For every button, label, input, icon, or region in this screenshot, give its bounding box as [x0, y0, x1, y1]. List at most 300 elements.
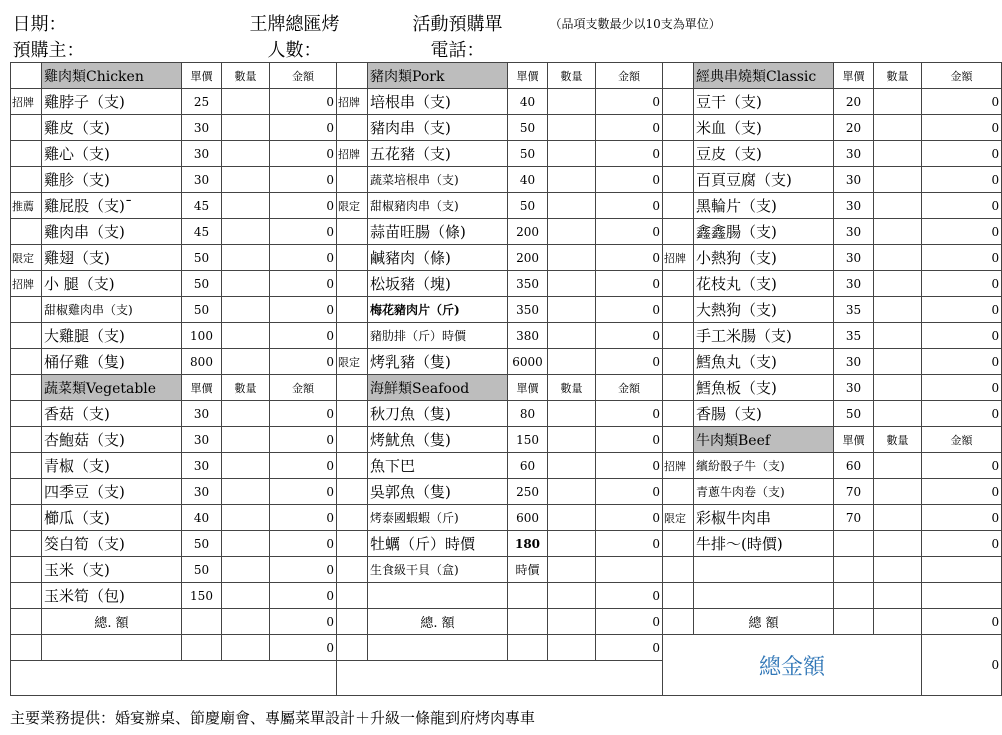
item-name: [694, 557, 834, 583]
item-price: 30: [182, 427, 222, 453]
item-amount: 0: [270, 531, 337, 557]
table-row: [11, 479, 1002, 505]
item-name: 小 腿（支): [42, 271, 182, 297]
table-row: [11, 89, 1002, 115]
tag-cell: [663, 609, 694, 635]
qty-input[interactable]: [222, 557, 270, 583]
item-name: 大熱狗（支): [694, 297, 834, 323]
qty-input[interactable]: [548, 583, 596, 609]
item-price: 600: [508, 505, 548, 531]
qty-input[interactable]: [874, 505, 922, 531]
item-tag: [663, 479, 694, 505]
date-label: 日期：: [12, 14, 67, 35]
col-qty: 數量: [874, 427, 922, 453]
qty-input[interactable]: [222, 401, 270, 427]
item-amount: 0: [922, 375, 1002, 401]
qty-input[interactable]: [548, 141, 596, 167]
item-tag: [11, 297, 42, 323]
item-amount: 0: [922, 89, 1002, 115]
item-price: 35: [834, 323, 874, 349]
qty-input[interactable]: [874, 375, 922, 401]
item-tag: [663, 193, 694, 219]
item-tag: 招牌: [11, 271, 42, 297]
item-price: 40: [182, 505, 222, 531]
totals-row-2: [11, 635, 1002, 661]
item-name: 香菇（支): [42, 401, 182, 427]
qty-input[interactable]: [222, 349, 270, 375]
grand-total-label: 總金額: [663, 635, 922, 696]
item-tag: 招牌: [663, 453, 694, 479]
item-tag: [11, 453, 42, 479]
item-name: 梅花豬肉片（斤): [368, 297, 508, 323]
item-amount: 0: [270, 115, 337, 141]
item-tag: [337, 531, 368, 557]
item-price: 200: [508, 245, 548, 271]
qty-input[interactable]: [874, 349, 922, 375]
grand-total-value: 0: [922, 635, 1002, 696]
people-label: 人數：: [267, 40, 322, 61]
item-amount: 0: [270, 323, 337, 349]
blank-cell: [368, 635, 508, 661]
qty-input[interactable]: [874, 557, 922, 583]
item-name: 烤泰國蝦蝦（斤): [368, 505, 508, 531]
item-price: 50: [182, 297, 222, 323]
qty-input[interactable]: [222, 167, 270, 193]
qty-input[interactable]: [874, 583, 922, 609]
table-row: [11, 505, 1002, 531]
item-name: 五花豬（支): [368, 141, 508, 167]
item-name: 吳郭魚（隻): [368, 479, 508, 505]
item-tag: [663, 297, 694, 323]
item-name: 青椒（支): [42, 453, 182, 479]
item-tag: [337, 479, 368, 505]
item-tag: [337, 427, 368, 453]
subtotal-label: 總. 額: [42, 609, 182, 635]
item-amount: 0: [922, 193, 1002, 219]
item-amount: [922, 557, 1002, 583]
item-tag: [337, 245, 368, 271]
item-amount: 0: [270, 219, 337, 245]
item-name: 雞皮（支): [42, 115, 182, 141]
item-name: 百頁豆腐（支): [694, 167, 834, 193]
item-price: 30: [834, 193, 874, 219]
qty-input[interactable]: [548, 167, 596, 193]
item-amount: 0: [922, 505, 1002, 531]
item-tag: 招牌: [337, 141, 368, 167]
col-qty: 數量: [548, 63, 596, 89]
item-price: 50: [508, 141, 548, 167]
item-amount: 0: [596, 427, 663, 453]
section-header-row: [11, 63, 1002, 89]
col-price: 單價: [834, 427, 874, 453]
qty-input[interactable]: [548, 427, 596, 453]
item-name: 米血（支): [694, 115, 834, 141]
qty-input[interactable]: [222, 89, 270, 115]
item-amount: 0: [922, 349, 1002, 375]
section-seafood: 海鮮類Seafood: [368, 375, 508, 401]
item-tag: [11, 531, 42, 557]
item-amount: 0: [596, 453, 663, 479]
item-name: 秋刀魚（隻): [368, 401, 508, 427]
item-amount: 0: [922, 271, 1002, 297]
item-name: 甜椒豬肉串（支): [368, 193, 508, 219]
qty-input[interactable]: [874, 115, 922, 141]
col-amount: 金額: [270, 63, 337, 89]
qty-input[interactable]: [874, 141, 922, 167]
item-tag: [663, 219, 694, 245]
item-name: 鑫鑫腸（支): [694, 219, 834, 245]
blank-cell: [182, 609, 222, 635]
buyer-label: 預購主：: [12, 40, 85, 61]
item-tag: [663, 115, 694, 141]
qty-input[interactable]: [222, 427, 270, 453]
item-amount: 0: [922, 219, 1002, 245]
item-name: 筊白筍（支): [42, 531, 182, 557]
item-price: 25: [182, 89, 222, 115]
table-row: [11, 297, 1002, 323]
col-amount: 金額: [922, 63, 1002, 89]
item-price: 60: [508, 453, 548, 479]
qty-input[interactable]: [222, 531, 270, 557]
table-row: [11, 323, 1002, 349]
item-amount: 0: [922, 401, 1002, 427]
item-name: 雞胗（支): [42, 167, 182, 193]
order-note: （品項支數最少以10支為單位）: [549, 16, 721, 31]
col-price: 單價: [834, 63, 874, 89]
qty-input[interactable]: [874, 297, 922, 323]
qty-input[interactable]: [222, 245, 270, 271]
item-tag: [337, 505, 368, 531]
tag-cell: [337, 375, 368, 401]
item-amount: 0: [270, 271, 337, 297]
item-tag: [663, 401, 694, 427]
item-name: 雞心（支): [42, 141, 182, 167]
item-price: 40: [508, 167, 548, 193]
qty-input[interactable]: [874, 167, 922, 193]
item-tag: 招牌: [337, 89, 368, 115]
item-name: 豆皮（支): [694, 141, 834, 167]
item-name: 杏鮑菇（支): [42, 427, 182, 453]
item-amount: 0: [596, 349, 663, 375]
item-tag: [11, 427, 42, 453]
item-tag: [337, 271, 368, 297]
qty-input[interactable]: [548, 323, 596, 349]
col-price: 單價: [182, 63, 222, 89]
item-amount: 0: [596, 401, 663, 427]
qty-input[interactable]: [222, 479, 270, 505]
item-tag: [11, 401, 42, 427]
item-price: 30: [834, 375, 874, 401]
item-price: [508, 583, 548, 609]
item-price: 20: [834, 89, 874, 115]
item-price: 時價: [508, 557, 548, 583]
col-qty: 數量: [222, 63, 270, 89]
qty-input[interactable]: [874, 245, 922, 271]
item-amount: 0: [596, 583, 663, 609]
col-qty: 數量: [548, 375, 596, 401]
item-amount: 0: [596, 219, 663, 245]
table-row: [11, 219, 1002, 245]
qty-input[interactable]: [548, 557, 596, 583]
item-name: 手工米腸（支): [694, 323, 834, 349]
qty-input[interactable]: [874, 479, 922, 505]
item-amount: 0: [270, 401, 337, 427]
item-tag: 限定: [337, 193, 368, 219]
col-amount: 金額: [922, 427, 1002, 453]
item-amount: 0: [270, 479, 337, 505]
item-price: 180: [508, 531, 548, 557]
item-name: [368, 583, 508, 609]
qty-input[interactable]: [874, 271, 922, 297]
item-amount: 0: [596, 193, 663, 219]
table-row: [11, 141, 1002, 167]
item-amount: 0: [270, 349, 337, 375]
item-price: [834, 583, 874, 609]
subtotal-value: 0: [270, 635, 337, 661]
tag-cell: [663, 427, 694, 453]
item-tag: [663, 349, 694, 375]
item-name: 培根串（支): [368, 89, 508, 115]
item-tag: [11, 219, 42, 245]
item-price: 30: [182, 141, 222, 167]
blank-cell: [834, 609, 874, 635]
blank-cell: [222, 635, 270, 661]
qty-input[interactable]: [874, 193, 922, 219]
item-amount: 0: [596, 323, 663, 349]
item-tag: [337, 323, 368, 349]
qty-input[interactable]: [548, 349, 596, 375]
item-amount: 0: [270, 505, 337, 531]
qty-input[interactable]: [548, 531, 596, 557]
item-price: 30: [834, 271, 874, 297]
item-amount: 0: [270, 245, 337, 271]
qty-input[interactable]: [548, 401, 596, 427]
item-name: 雞翅（支): [42, 245, 182, 271]
item-price: 350: [508, 271, 548, 297]
qty-input[interactable]: [222, 141, 270, 167]
table-row: [11, 427, 1002, 453]
item-price: 6000: [508, 349, 548, 375]
footer-services: 主要業務提供：婚宴辦桌、節慶廟會、專屬菜單設計＋升級一條龍到府烤肉專車: [10, 709, 536, 727]
item-price: 30: [834, 245, 874, 271]
item-amount: 0: [596, 479, 663, 505]
item-price: 60: [834, 453, 874, 479]
col-qty: 數量: [874, 63, 922, 89]
item-price: 100: [182, 323, 222, 349]
item-amount: 0: [922, 167, 1002, 193]
item-tag: 限定: [663, 505, 694, 531]
item-amount: 0: [922, 531, 1002, 557]
qty-input[interactable]: [548, 115, 596, 141]
item-name: 玉米（支): [42, 557, 182, 583]
item-name: 牡蠣（斤）時價: [368, 531, 508, 557]
item-name: 魚下巴: [368, 453, 508, 479]
item-tag: [663, 89, 694, 115]
phone-label: 電話：: [430, 40, 485, 61]
item-price: 50: [182, 531, 222, 557]
qty-input[interactable]: [548, 297, 596, 323]
qty-input[interactable]: [222, 323, 270, 349]
item-tag: [663, 375, 694, 401]
qty-input[interactable]: [548, 193, 596, 219]
item-price: 150: [508, 427, 548, 453]
qty-input[interactable]: [222, 453, 270, 479]
item-name: 豬肉串（支): [368, 115, 508, 141]
blank-cell: [508, 609, 548, 635]
qty-input[interactable]: [874, 401, 922, 427]
item-name: 繽紛骰子牛（支): [694, 453, 834, 479]
item-amount: 0: [596, 141, 663, 167]
item-tag: [11, 479, 42, 505]
header-row-2: [11, 36, 1002, 63]
qty-input[interactable]: [222, 193, 270, 219]
item-price: 30: [182, 167, 222, 193]
item-price: 30: [834, 141, 874, 167]
qty-input[interactable]: [874, 531, 922, 557]
item-price: 30: [834, 167, 874, 193]
item-price: 30: [182, 479, 222, 505]
qty-input[interactable]: [548, 271, 596, 297]
item-tag: 限定: [11, 245, 42, 271]
item-tag: [663, 141, 694, 167]
section-chicken: 雞肉類Chicken: [42, 63, 182, 89]
item-name: 蔬菜培根串（支): [368, 167, 508, 193]
table-row: [11, 349, 1002, 375]
col-amount: 金額: [270, 375, 337, 401]
qty-input[interactable]: [874, 219, 922, 245]
item-tag: 限定: [337, 349, 368, 375]
table-row: [11, 401, 1002, 427]
item-price: 30: [834, 219, 874, 245]
qty-input[interactable]: [548, 219, 596, 245]
item-price: 45: [182, 193, 222, 219]
item-name: 鱈魚板（支): [694, 375, 834, 401]
qty-input[interactable]: [222, 583, 270, 609]
qty-input[interactable]: [222, 297, 270, 323]
qty-input[interactable]: [874, 453, 922, 479]
qty-input[interactable]: [548, 453, 596, 479]
item-tag: [663, 583, 694, 609]
item-price: 20: [834, 115, 874, 141]
col-price: 單價: [508, 375, 548, 401]
qty-input[interactable]: [222, 505, 270, 531]
section-beef: 牛肉類Beef: [694, 427, 834, 453]
item-price: 30: [182, 453, 222, 479]
order-form-table: [10, 10, 1002, 696]
qty-input[interactable]: [874, 323, 922, 349]
col-price: 單價: [182, 375, 222, 401]
item-tag: [11, 583, 42, 609]
item-amount: 0: [596, 271, 663, 297]
blank-cell: [874, 609, 922, 635]
item-name: 雞脖子（支): [42, 89, 182, 115]
qty-input[interactable]: [548, 89, 596, 115]
item-name: 蒜苗旺腸（條): [368, 219, 508, 245]
section-classic: 經典串燒類Classic: [694, 63, 834, 89]
item-price: 350: [508, 297, 548, 323]
item-amount: 0: [922, 141, 1002, 167]
item-tag: 招牌: [11, 89, 42, 115]
item-amount: 0: [270, 557, 337, 583]
item-price: 50: [834, 401, 874, 427]
item-amount: 0: [596, 505, 663, 531]
item-price: 150: [182, 583, 222, 609]
item-tag: [663, 271, 694, 297]
item-price: 800: [182, 349, 222, 375]
item-amount: 0: [596, 297, 663, 323]
table-row: [11, 375, 1002, 401]
item-tag: [337, 167, 368, 193]
item-name: 櫛瓜（支): [42, 505, 182, 531]
item-amount: 0: [270, 141, 337, 167]
qty-input[interactable]: [222, 115, 270, 141]
item-name: 豆干（支): [694, 89, 834, 115]
item-name: 鹹豬肉（條): [368, 245, 508, 271]
item-price: 30: [834, 349, 874, 375]
item-name: 黑輪片（支): [694, 193, 834, 219]
item-name: 彩椒牛肉串: [694, 505, 834, 531]
item-tag: [663, 531, 694, 557]
item-amount: 0: [922, 479, 1002, 505]
item-amount: 0: [922, 245, 1002, 271]
item-tag: [11, 505, 42, 531]
table-row: [11, 167, 1002, 193]
blank-cell: [182, 635, 222, 661]
item-tag: [663, 323, 694, 349]
blank-cell: [337, 661, 663, 696]
item-name: 鱈魚丸（支): [694, 349, 834, 375]
item-tag: [663, 557, 694, 583]
col-amount: 金額: [596, 63, 663, 89]
item-name: 香腸（支): [694, 401, 834, 427]
item-amount: 0: [922, 115, 1002, 141]
item-price: 80: [508, 401, 548, 427]
qty-input[interactable]: [548, 505, 596, 531]
qty-input[interactable]: [548, 245, 596, 271]
item-price: 70: [834, 479, 874, 505]
item-price: 50: [182, 271, 222, 297]
item-amount: 0: [596, 89, 663, 115]
item-name: 四季豆（支): [42, 479, 182, 505]
tag-cell: [11, 635, 42, 661]
qty-input[interactable]: [222, 271, 270, 297]
table-row: [11, 453, 1002, 479]
brand-name: 王牌總匯烤: [249, 14, 340, 35]
item-name: 牛排～(時價): [694, 531, 834, 557]
table-row: [11, 531, 1002, 557]
item-tag: [337, 453, 368, 479]
tag-cell: [337, 635, 368, 661]
item-amount: 0: [922, 323, 1002, 349]
item-amount: 0: [270, 427, 337, 453]
item-amount: 0: [596, 245, 663, 271]
section-vegetable: 蔬菜類Vegetable: [42, 375, 182, 401]
qty-input[interactable]: [222, 219, 270, 245]
subtotal-value: 0: [270, 609, 337, 635]
form-title: 活動預購單: [412, 14, 503, 35]
item-amount: 0: [596, 167, 663, 193]
item-name: 烤乳豬（隻): [368, 349, 508, 375]
item-tag: [337, 219, 368, 245]
item-tag: [11, 323, 42, 349]
col-price: 單價: [508, 63, 548, 89]
qty-input[interactable]: [548, 479, 596, 505]
item-tag: 推薦: [11, 193, 42, 219]
item-amount: 0: [270, 193, 337, 219]
item-tag: [11, 167, 42, 193]
item-amount: [596, 557, 663, 583]
qty-input[interactable]: [874, 89, 922, 115]
